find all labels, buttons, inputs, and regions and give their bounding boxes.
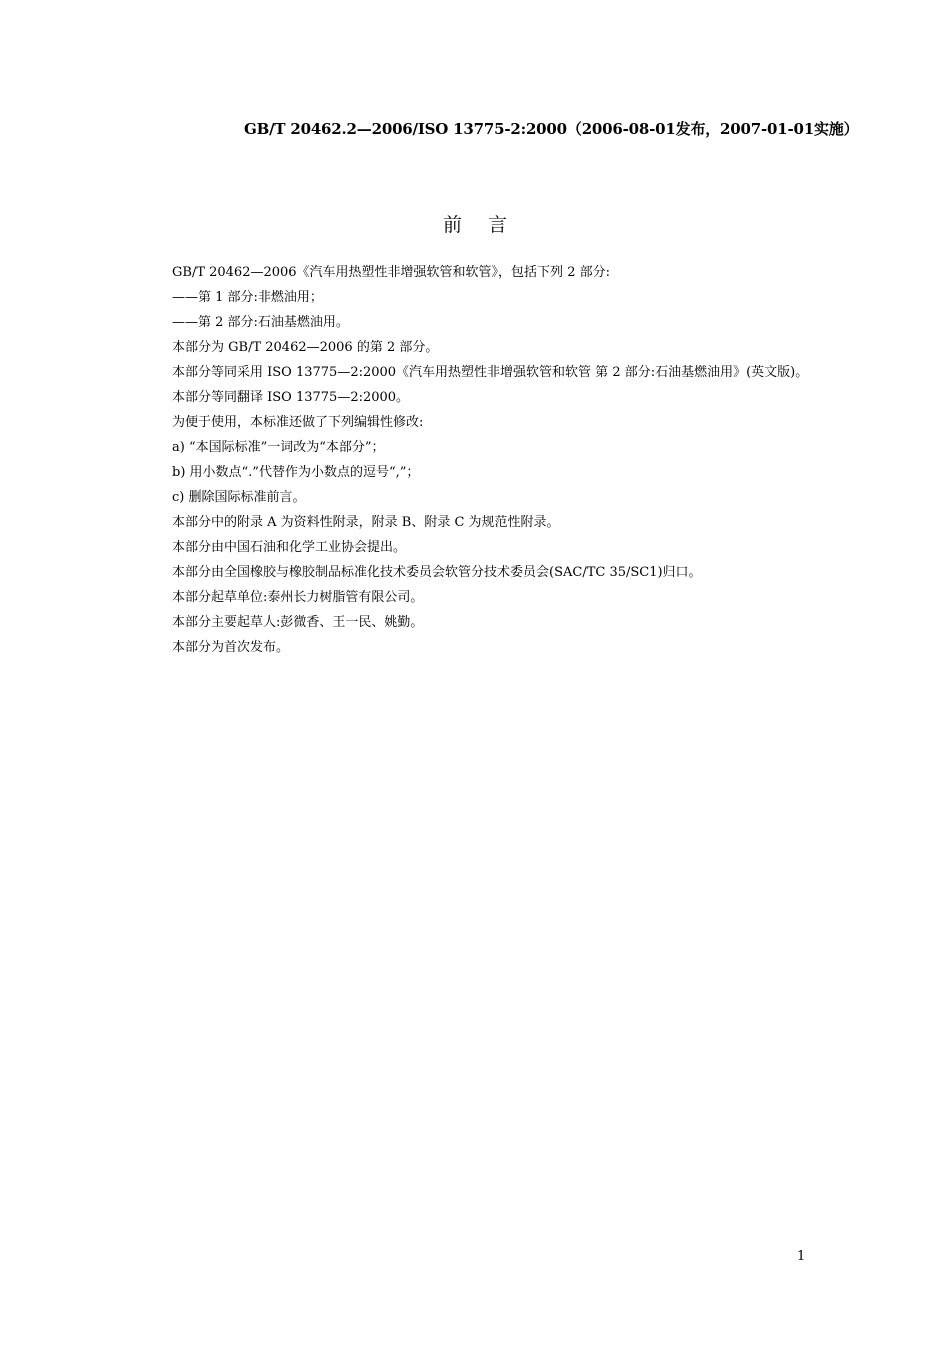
paragraph: 本部分主要起草人:彭微香、王一民、姚勤。	[172, 615, 424, 630]
document-header: GB/T 20462.2—2006/ISO 13775-2:2000（2006-08-01发布，2007-01-01实施）	[244, 120, 859, 138]
list-item: c) 删除国际标准前言。	[172, 490, 306, 505]
paragraph: 本部分由全国橡胶与橡胶制品标准化技术委员会软管分技术委员会(SAC/TC 35/SC1)归口。	[172, 565, 702, 580]
paragraph: 本部分中的附录 A 为资料性附录，附录 B、附录 C 为规范性附录。	[172, 515, 560, 530]
paragraph: GB/T 20462—2006《汽车用热塑性非增强软管和软管》，包括下列 2 部分:	[172, 265, 610, 280]
paragraph: 为便于使用，本标准还做了下列编辑性修改:	[172, 415, 424, 430]
list-item: b) 用小数点“.”代替作为小数点的逗号“,”；	[172, 465, 420, 480]
paragraph: 本部分由中国石油和化学工业协会提出。	[172, 540, 407, 555]
paragraph: 本部分为首次发布。	[172, 640, 290, 655]
paragraph: 本部分等同翻译 ISO 13775—2:2000。	[172, 390, 410, 405]
paragraph: 本部分为 GB/T 20462—2006 的第 2 部分。	[172, 340, 439, 355]
page-title: 前言	[442, 214, 533, 236]
paragraph: 本部分起草单位:泰州长力树脂管有限公司。	[172, 590, 424, 605]
paragraph: ——第 2 部分:石油基燃油用。	[172, 315, 349, 330]
page-number: 1	[797, 1249, 806, 1264]
paragraph: ——第 1 部分:非燃油用；	[172, 290, 323, 305]
list-item: a) “本国际标准”一词改为“本部分”；	[172, 440, 385, 455]
foreword-body	[143, 260, 811, 660]
paragraph: 本部分等同采用 ISO 13775—2:2000《汽车用热塑性非增强软管和软管 第 2 部分:石油基燃油用》(英文版)。	[172, 365, 809, 380]
